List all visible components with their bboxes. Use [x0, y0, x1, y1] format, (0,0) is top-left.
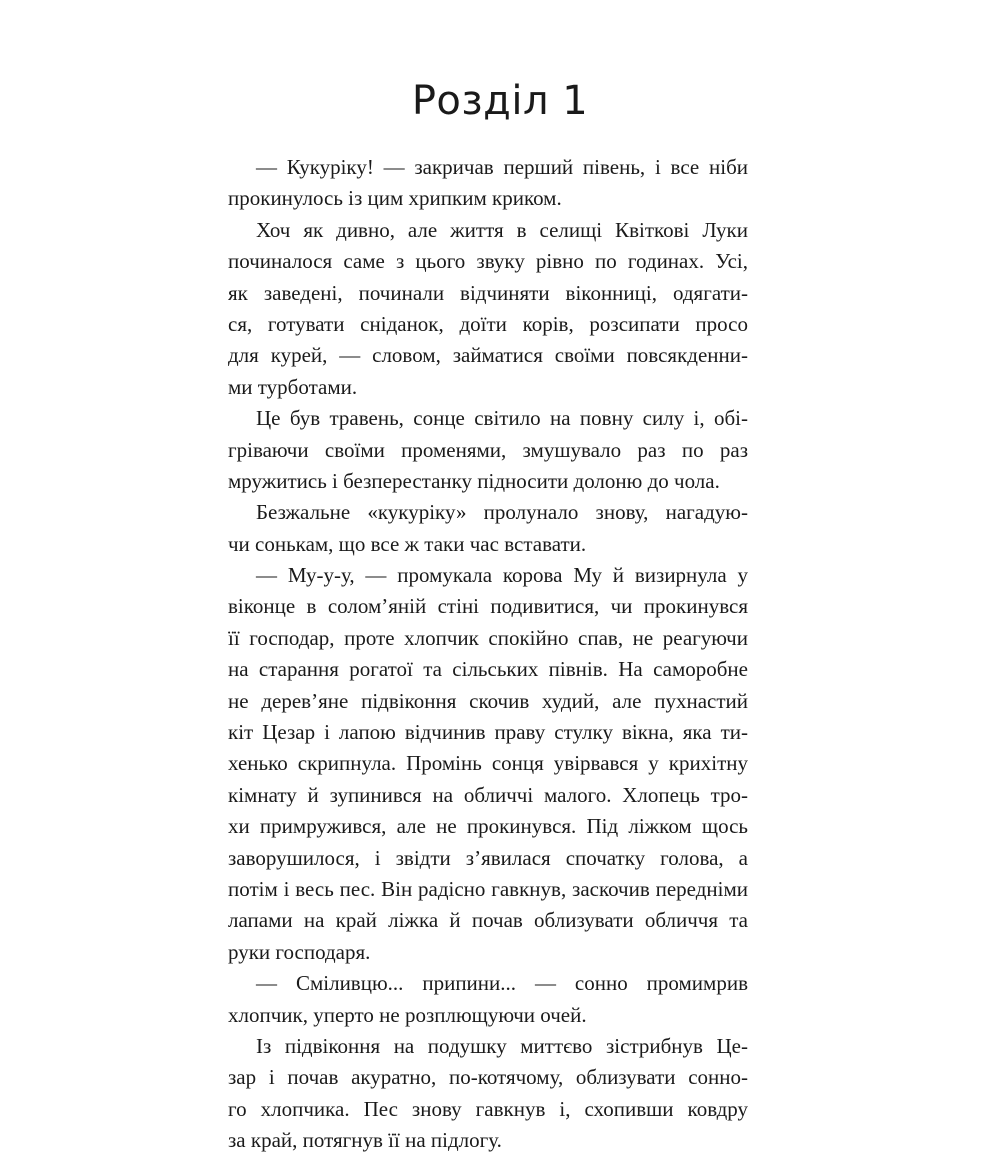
- text-line: потім і весь пес. Він радісно гавкнув, заскочив передніми: [228, 876, 748, 901]
- body-text: [228, 152, 748, 1157]
- text-line: го хлопчика. Пес знову гавкнув і, схопивши ковдру: [228, 1096, 748, 1121]
- text-line: її господар, проте хлопчик спокійно спав, не реагуючи: [228, 625, 748, 650]
- text-line: хи примружився, але не прокинувся. Під ліжком щось: [228, 814, 748, 839]
- text-line: Це був травень, сонце світило на повну силу і, обі-: [256, 406, 748, 431]
- text-line: руки господаря.: [228, 939, 371, 964]
- text-line: за край, потягнув її на підлогу.: [228, 1128, 502, 1153]
- text-line: чи сонькам, що все ж таки час вставати.: [228, 531, 587, 556]
- text-line: заворушилося, і звідти з’явилася спочатку голова, а: [228, 845, 748, 870]
- text-line: Хоч як дивно, але життя в селищі Квіткові Луки: [256, 217, 748, 242]
- text-line: на старання рогатої та сільських півнів. На саморобне: [228, 657, 748, 682]
- text-line: мружитись і безперестанку підносити долоню до чола.: [228, 468, 720, 493]
- text-line: — Сміливцю... припини... — сонно промимрив: [256, 971, 748, 996]
- text-line: — Му-у-у, — промукала корова Му й визирнула у: [256, 563, 748, 588]
- text-line: Безжальне «кукуріку» пролунало знову, нагадую-: [256, 500, 748, 525]
- text-line: кіт Цезар і лапою відчинив праву стулку вікна, яка ти-: [228, 720, 748, 745]
- text-line: як заведені, починали відчиняти віконниці, одягати-: [228, 280, 748, 305]
- text-line: лапами на край ліжка й почав облизувати обличчя та: [228, 908, 748, 933]
- text-line: гріваючи своїми променями, змушувало раз по раз: [228, 437, 748, 462]
- text-line: ся, готувати сніданок, доїти корів, розсипати просо: [228, 311, 748, 336]
- chapter-title: Розділ 1: [411, 78, 589, 124]
- text-line: прокинулось із цим хрипким криком.: [228, 186, 562, 211]
- text-line: зар і почав акуратно, по-котячому, облизувати сонно-: [228, 1065, 748, 1090]
- text-line: для курей, — словом, займатися своїми повсякденни-: [228, 343, 748, 368]
- text-line: кімнату й зупинився на обличчі малого. Хлопець тро-: [228, 782, 748, 807]
- text-line: — Кукуріку! — закричав перший півень, і все ніби: [256, 155, 748, 179]
- text-line: хенько скрипнула. Промінь сонця увірвався у крихітну: [228, 751, 748, 776]
- text-line: ми турботами.: [228, 374, 358, 399]
- text-line: починалося саме з цього звуку рівно по годинах. Усі,: [228, 249, 748, 274]
- text-line: віконце в солом’яній стіні подивитися, чи прокинувся: [228, 594, 748, 619]
- text-line: хлопчик, уперто не розплющуючи очей.: [228, 1002, 587, 1027]
- text-line: Із підвіконня на подушку миттєво зістрибнув Це-: [256, 1033, 748, 1058]
- text-line: не дерев’яне підвіконня скочив худий, але пухнастий: [228, 688, 748, 713]
